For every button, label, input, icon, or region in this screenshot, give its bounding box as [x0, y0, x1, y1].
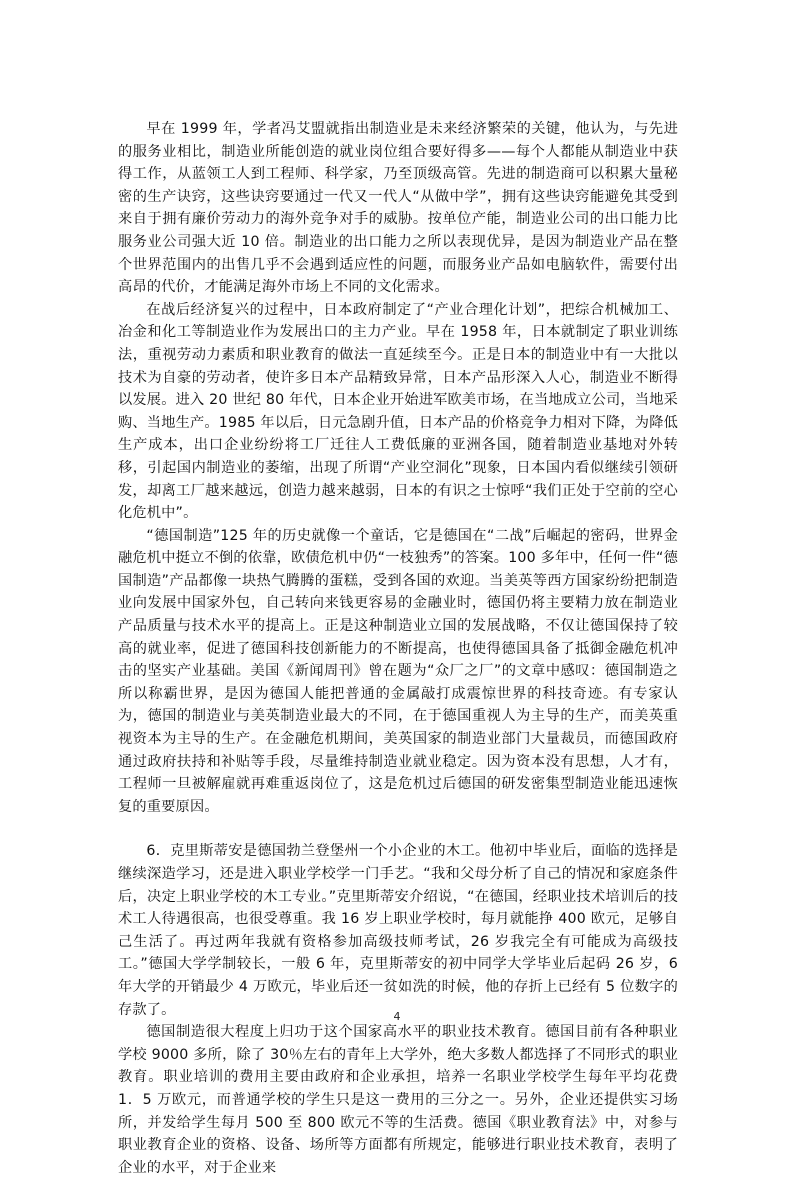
paragraph-gap [118, 818, 678, 840]
paragraph-christian-carpenter: 6．克里斯蒂安是德国勃兰登堡州一个小企业的木工。他初中毕业后，面临的选择是继续深造学习，还是进入职业学校学一门手艺。“我和父母分析了自己的情况和家庭条件后，决定上职业学校的木工专业。”克里斯蒂安介绍说，“在德国，经职业技术培训后的技术工人待遇很高，也很受尊重。我 16 岁上职业学校时，每月就能挣 400 欧元，足够自己生活了。再过两年我就有资格参加高级技师考试，26 岁我完全有可能成为高级技工。”德国大学学制较长，一般 6 年，克里斯蒂安的初中同学大学毕业后起码 26 岁，6 年大学的开销最少 4 万欧元，毕业后还一贫如洗的时候，他的存折上已经有 5 位数字的存款了。 [118, 843, 678, 1018]
page-number: 4 [393, 1010, 401, 1023]
paragraph-japan-industry: 在战后经济复兴的过程中，日本政府制定了“产业合理化计划”，把综合机械加工、冶金和化工等制造业作为发展出口的主力产业。早在 1958 年，日本就制定了职业训练法，重视劳动力素质和职业教育的做法一直延续至今。正是日本的制造业中有一大批以技术为自豪的劳动者，使许多日本产品精致异常，日本产品形深入人心，制造业不断得以发展。进入 20 世纪 80 年代，日本企业开始进军欧美市场，在当地成立公司，当地采购、当地生产。1985 年以后，日元急剧升值，日本产品的价格竞争力相对下降，为降低生产成本，出口企业纷纷将工厂迁往人工费低廉的亚洲各国，随着制造业基地对外转移，引起国内制造业的萎缩，出现了所谓“产业空洞化”现象，日本国内看似继续引领研发，却离工厂越来越远，创造力越来越弱，日本的有识之士惊呼“我们正处于空前的空心化危机中”。 [118, 301, 678, 522]
paragraph-manufacturing-prosperity: 早在 1999 年，学者冯艾盟就指出制造业是未来经济繁荣的关键，他认为，与先进的服务业相比，制造业所能创造的就业岗位组合要好得多——每个人都能从制造业中获得工作，从蓝领工人到工程师、科学家，乃至顶级高管。先进的制造商可以积累大量秘密的生产诀窍，这些诀窍要通过一代又一代人“从做中学”，拥有这些诀窍能避免其受到来自于拥有廉价劳动力的海外竞争对手的威胁。按单位产能，制造业公司的出口能力比服务业公司强大近 10 倍。制造业的出口能力之所以表现优异，是因为制造业产品在整个世界范围内的出售几乎不会遇到适应性的问题，而服务业产品如电脑软件，需要付出高昂的代价，才能满足海外市场上不同的文化需求。 [118, 121, 678, 296]
paragraph-made-in-germany: “德国制造”125 年的历史就像一个童话，它是德国在“二战”后崛起的密码，世界金融危机中挺立不倒的依靠，欧债危机中仍“一枝独秀”的答案。100 多年中，任何一件“德国制造”产品都像一块热气腾腾的蛋糕，受到各国的欢迎。当美英等西方国家纷纷把制造业向发展中国家外包，自己转向来钱更容易的金融业时，德国仍将主要精力放在制造业产品质量与技术水平的提高上。正是这种制造业立国的发展战略，不仅让德国保持了较高的就业率，促进了德国科技创新能力的不断提高，也使得德国具备了抵御金融危机冲击的坚实产业基础。美国《新闻周刊》曾在题为“众厂之厂”的文章中感叹：德国制造之所以称霸世界，是因为德国人能把普通的金属敲打成震惊世界的科技奇迹。有专家认为，德国的制造业与美英制造业最大的不同，在于德国重视人为主导的生产，而美英重视资本为主导的生产。在金融危机期间，美英国家的制造业部门大量裁员，而德国政府通过政府扶持和补贴等手段，尽量维持制造业就业稳定。因为资本没有思想，人才有，工程师一旦被解雇就再难重返岗位了，这是危机过后德国的研发密集型制造业能迅速恢复的重要原因。 [118, 527, 678, 815]
paragraph-vocational-education: 德国制造很大程度上归功于这个国家高水平的职业技术教育。德国目前有各种职业学校 9000 多所，除了 30％左右的青年上大学外，绝大多数人都选择了不同形式的职业教育。职业培训的费用主要由政府和企业承担，培养一名职业学校学生每年平均花费 1．5 万欧元，而普通学校的学生只是这一费用的三分之一。另外，企业还提供实习场所，并发给学生每月 500 至 800 欧元不等的生活费。德国《职业教育法》中，对参与职业教育企业的资格、设备、场所等方面都有所规定，能够进行职业技术教育，表明了企业的水平，对于企业来 [118, 1024, 678, 1176]
